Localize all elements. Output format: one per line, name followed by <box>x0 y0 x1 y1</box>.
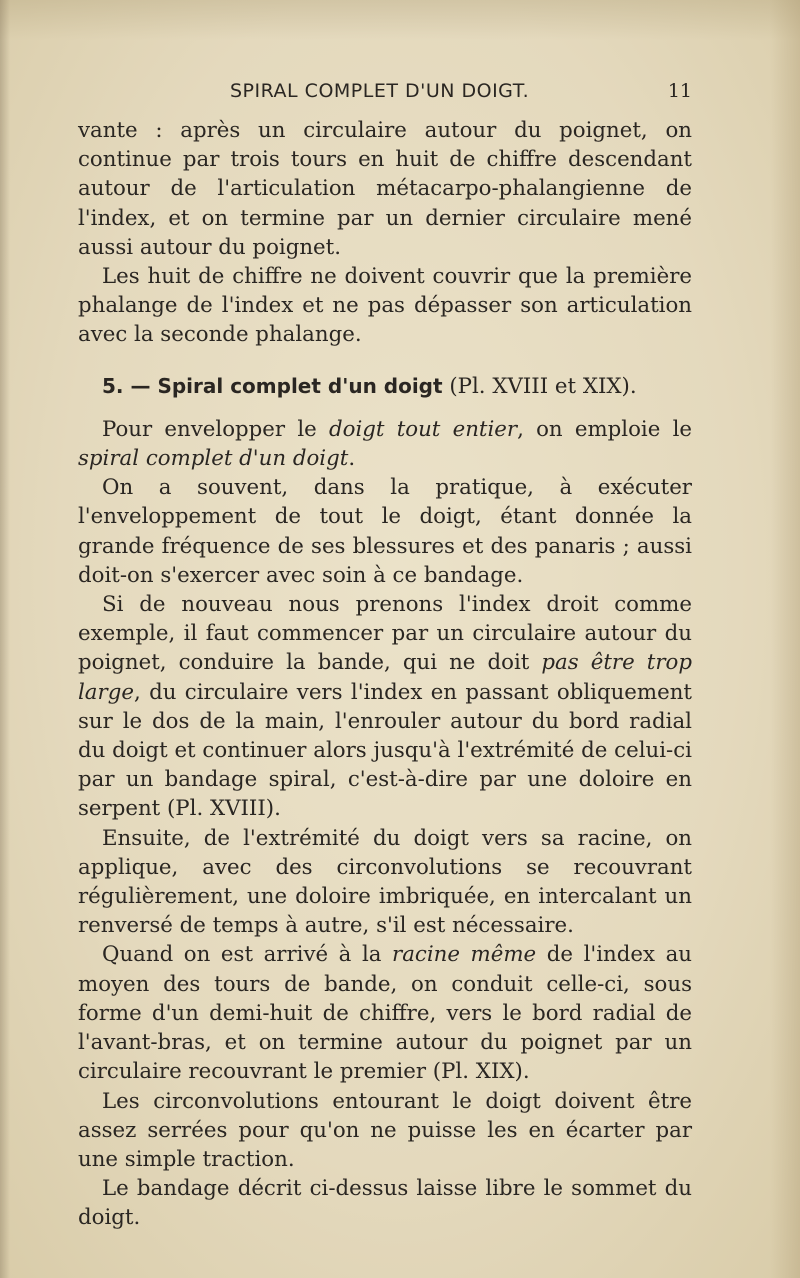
running-title: SPIRAL COMPLET D'UN DOIGT. <box>230 80 530 102</box>
page-edge-shadow-left <box>0 0 10 1278</box>
paragraph-3-text-3: . <box>348 446 356 472</box>
paragraph-8: Les circonvolutions entourant le doigt doivent être assez serrées pour qu'on ne puisse les en écarter par une simple traction. <box>78 1088 692 1172</box>
paragraph-3 <box>78 415 692 473</box>
paragraph-5-text-1: Si de nouveau nous prenons l'index droit comme exemple, il faut commencer par un circulaire autour du poignet, conduire la bande, qui ne doit <box>78 592 692 676</box>
paragraph-3-text-2: , on emploie le <box>517 416 693 442</box>
page-number: 11 <box>667 80 692 102</box>
paragraph-3-italic-2: spiral complet d'un doigt <box>78 446 349 472</box>
body-text <box>78 116 692 1233</box>
page-edge-shadow-top <box>0 0 800 40</box>
paragraph-7-text-1: Quand on est arrivé à la <box>102 942 393 968</box>
paragraph-9: Le bandage décrit ci-dessus laisse libre le sommet du doigt. <box>78 1176 692 1231</box>
paragraph-2: Les huit de chiffre ne doivent couvrir que la première phalange de l'index et ne pas dépasser son articulation avec la seconde phalange. <box>78 264 692 348</box>
paragraph-7 <box>78 940 692 1086</box>
paragraph-3-italic-1: doigt tout entier <box>328 416 518 442</box>
section-heading <box>78 372 692 401</box>
paragraph-3-text-1: Pour envelopper le <box>102 416 329 442</box>
paragraph-5-italic-1: pas être trop large <box>78 650 692 705</box>
paragraph-5-text-2: , du circulaire vers l'index en passant obliquement sur le dos de la main, l'enrouler autour du bord radial du doigt et continuer alors jusqu'à l'extrémité de celui-ci par un bandage spiral, c'est-à-dire par une doloire en serpent (Pl. XVIII). <box>78 679 692 822</box>
page-edge-shadow-right <box>770 0 800 1278</box>
section-heading-title: 5. — Spiral complet d'un doigt <box>102 373 443 398</box>
page-header <box>78 76 692 106</box>
paragraph-6: Ensuite, de l'extrémité du doigt vers sa racine, on applique, avec des circonvolutions se recouvrant régulièrement, une doloire imbriquée, en intercalant un renversé de temps à autre, s'il est nécessaire. <box>78 825 692 939</box>
paragraph-7-italic-1: racine même <box>392 942 537 968</box>
paragraph-7-text-2: de l'index au moyen des tours de bande, on conduit celle-ci, sous forme d'un demi-huit de chiffre, vers le bord radial de l'avant-bras, et on termine autour du poignet par un circulaire recouvrant le premier (Pl. XIX). <box>78 942 692 1085</box>
paragraph-5 <box>78 590 692 824</box>
paragraph-4: On a souvent, dans la pratique, à exécuter l'enveloppement de tout le doigt, étant donnée la grande fréquence de ses blessures et des panaris ; aussi doit-on s'exercer avec soin à ce bandage. <box>78 475 692 588</box>
paragraph-1: vante : après un circulaire autour du poignet, on continue par trois tours en huit de chiffre descendant autour de l'articulation métacarpo-phalangienne de l'index, et on termine par un dernier circulaire mené aussi autour du poignet. <box>78 118 692 260</box>
section-heading-plates: (Pl. XVIII et XIX). <box>449 373 637 399</box>
